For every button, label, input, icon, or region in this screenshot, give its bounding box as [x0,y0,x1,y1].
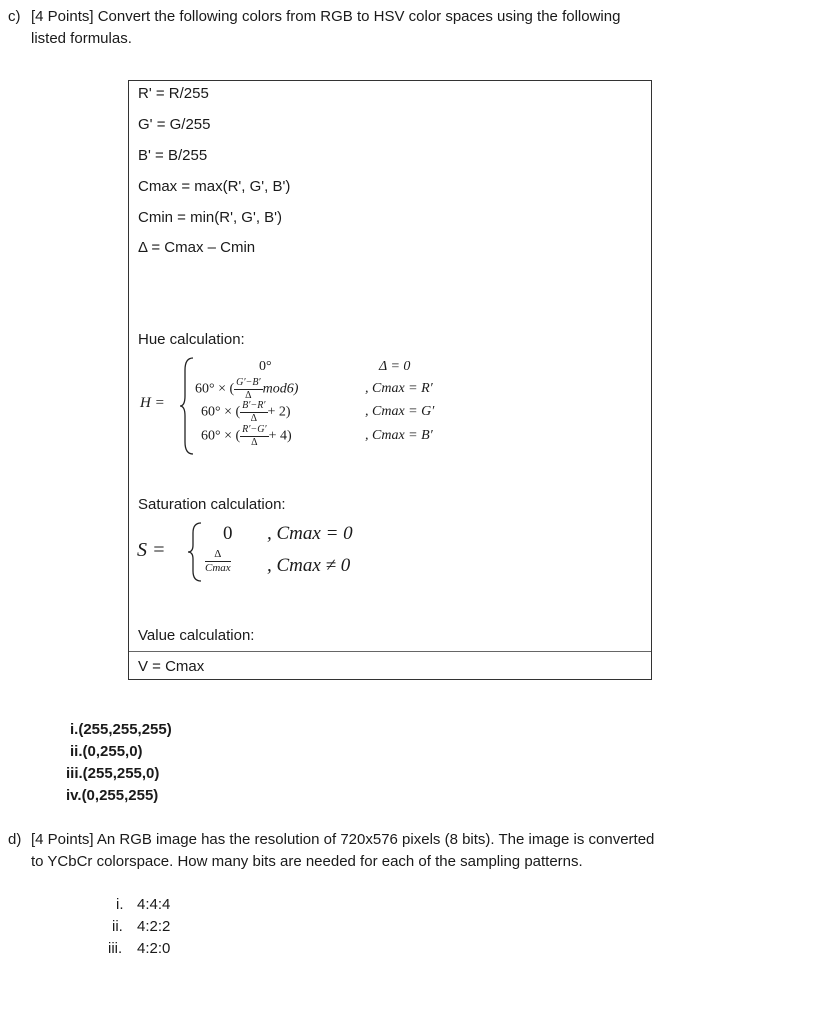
color-item-1: i.(255,255,255) [70,721,172,738]
hue-heading: Hue calculation: [138,331,245,348]
formula-box [128,80,652,680]
hue-row2-suffix: mod6) [262,381,299,397]
question-d-label: d) [8,831,22,848]
hue-row3-suffix: + 2) [267,404,291,420]
color-item-4: iv.(0,255,255) [66,787,159,804]
hue-row4 [201,425,292,448]
hue-row2-prefix: 60° × ( [195,381,235,397]
pattern-item-2-val: 4:2:2 [137,918,171,935]
cmin-formula: Cmin = min(R', G', B') [138,209,283,226]
value-formula: V = Cmax [138,658,205,675]
question-d [8,829,656,873]
hue-row3-den: Δ [250,413,258,424]
value-divider [129,651,651,652]
color-item-2: ii.(0,255,0) [70,743,143,760]
b-prime-formula: B' = B/255 [138,147,208,164]
value-heading: Value calculation: [138,627,255,644]
saturation-row2-cond: , Cmax ≠ 0 [267,555,351,576]
cmax-formula: Cmax = max(R', G', B') [138,178,291,195]
saturation-row2-num: Δ [205,549,231,562]
pattern-item-3-val: 4:2:0 [137,940,171,957]
saturation-row2-den: Cmax [205,562,231,574]
hue-row2-den: Δ [245,390,252,401]
saturation-heading: Saturation calculation: [138,496,286,513]
hue-row3-prefix: 60° × ( [201,404,241,420]
hue-row2-num: G′−B′ [236,377,261,388]
saturation-row1-cond: , Cmax = 0 [267,523,353,544]
hue-row3 [201,401,291,424]
question-c-label: c) [8,8,21,25]
hue-row1-cond: Δ = 0 [379,359,411,374]
g-prime-formula: G' = G/255 [138,116,211,133]
question-c [8,6,656,50]
pattern-item-3-num: iii. [108,940,123,957]
hue-lhs: H = [140,395,165,411]
hue-row4-prefix: 60° × ( [201,428,241,444]
saturation-lhs: S = [137,539,166,561]
saturation-row1-expr: 0 [223,523,233,544]
question-c-text: [4 Points] Convert the following colors from RGB to HSV color spaces using the following listed formulas. [31,8,621,47]
color-item-3: iii.(255,255,0) [66,765,160,782]
hue-row3-num: B′−R′ [242,400,266,411]
question-d-text: [4 Points] An RGB image has the resolution of 720x576 pixels (8 bits). The image is converted to YCbCr colorspace. How many bits are needed for each of the sampling patterns. [31,831,655,870]
hue-row4-den: Δ [251,437,258,448]
hue-row2 [195,378,298,401]
hue-row3-cond: , Cmax = G′ [365,404,435,419]
saturation-brace [187,521,203,583]
pattern-item-2-num: ii. [112,918,123,935]
pattern-item-1-num: i. [116,896,124,913]
hue-brace [179,356,195,456]
hue-row4-num: R′−G′ [242,424,267,435]
hue-row1-expr: 0° [259,359,272,374]
delta-formula: Δ = Cmax – Cmin [138,239,256,256]
hue-row4-suffix: + 4) [268,428,292,444]
saturation-row2-frac [205,549,231,574]
pattern-item-1-val: 4:4:4 [137,896,171,913]
r-prime-formula: R' = R/255 [138,85,209,102]
hue-row2-cond: , Cmax = R′ [365,381,433,396]
hue-row4-cond: , Cmax = B′ [365,428,433,443]
